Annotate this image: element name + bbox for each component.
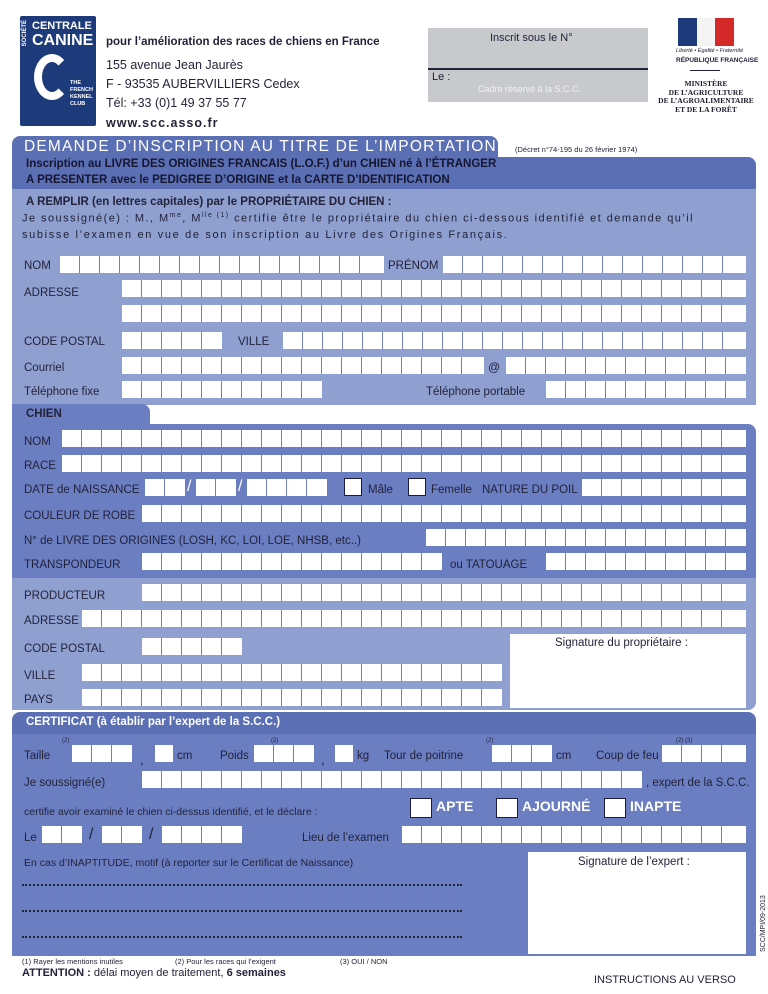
title-line2: A PRESENTER avec le PEDIGREE D’ORIGINE et la CARTE D’IDENTIFICATION [26,174,450,186]
owner-telfixe-field[interactable] [122,381,322,398]
owner-nom-field[interactable] [60,256,384,273]
dog-date-month[interactable] [196,479,236,496]
form-code: SCC/MPI/09-2013 [760,895,767,952]
website: www.scc.asso.fr [106,116,219,130]
owner-prenom-field[interactable] [443,256,746,273]
exam-date-day[interactable] [42,826,82,843]
taille-label: Taille [24,750,51,762]
date-slash-1: / [187,478,192,495]
apte-label: APTE [436,798,474,814]
tour-field[interactable] [492,745,552,762]
male-label: Mâle [368,484,393,496]
le-label: Le : [432,71,451,83]
nature-poil-label: NATURE DU POIL [482,484,578,496]
cadre-label: Cadre réservé à la S.C.C. [478,84,582,94]
ministry: MINISTÈRE DE L’AGRICULTURE DE L’AGROALIMENTAIRE ET DE LA FORÊT [658,79,754,114]
footnote-2: (2) Pour les races qui l’exigent [175,957,276,966]
lieu-field[interactable] [402,826,746,843]
cert-tab-label: CERTIFICAT (à établir par l’expert de la S.C.C.) [26,716,281,728]
dog-nom-label: NOM [24,436,51,448]
exam-date-label: Le [24,832,37,844]
poids-comma: , [321,752,325,767]
male-checkbox[interactable] [344,478,362,496]
logo-line1: CENTRALE [32,20,92,32]
dog-date-day[interactable] [145,479,185,496]
at-sign: @ [488,360,501,374]
phone: Tél: +33 (0)1 49 37 55 77 [106,96,247,110]
dog-tab-label: CHIEN [26,408,62,420]
expert-name-field[interactable] [142,771,642,788]
livre-field[interactable] [426,529,746,546]
dog-silhouette [34,54,70,100]
exam-slash-1: / [89,826,94,843]
dog-race-label: RACE [24,460,56,472]
note-coup: (2) (3) [676,738,693,744]
taille-decimal[interactable] [155,745,173,762]
dog-date-label: DATE de NAISSANCE [24,484,140,496]
producer-adresse-field[interactable] [82,610,746,627]
apte-checkbox[interactable] [410,798,432,818]
inscrit-label: Inscrit sous le N° [490,32,573,44]
producer-cp-field[interactable] [142,638,242,655]
lieu-label: Lieu de l’examen [302,832,389,844]
attention-line: ATTENTION : délai moyen de traitement, 6 semaines [22,967,286,979]
dog-date-year[interactable] [247,479,327,496]
tatouage-field[interactable] [546,553,746,570]
taille-field[interactable] [72,745,132,762]
owner-telportable-field[interactable] [546,381,746,398]
coup-field[interactable] [662,745,746,762]
inapte-checkbox[interactable] [604,798,626,818]
producer-ville-field[interactable] [82,664,502,681]
reserved-frame [428,28,648,102]
owner-telportable-label: Téléphone portable [426,386,526,398]
gov-motto: Liberté • Égalité • Fraternité [676,48,744,54]
footnote-1: (1) Rayer les mentions inutiles [22,957,123,966]
owner-telfixe-label: Téléphone fixe [24,386,100,398]
producteur-label: PRODUCTEUR [24,590,106,602]
owner-adresse-field1[interactable] [122,280,746,297]
femelle-label: Femelle [431,484,472,496]
gov-name: RÉPUBLIQUE FRANÇAISE [676,57,759,64]
owner-adresse-field2[interactable] [122,305,746,322]
poids-kg: kg [357,750,370,762]
motif-line-3[interactable] [22,936,462,938]
poids-decimal[interactable] [335,745,353,762]
couleur-field[interactable] [142,505,746,522]
exam-date-year[interactable] [162,826,242,843]
republic-logo [670,18,759,72]
taille-cm: cm [177,750,193,762]
coup-label: Coup de feu [596,750,659,762]
motif-line-1[interactable] [22,884,462,886]
owner-signature-label: Signature du propriétaire : [555,637,688,649]
dog-race-field[interactable] [62,455,746,472]
poids-label: Poids [220,750,249,762]
address-line2: F - 93535 AUBERVILLIERS Cedex [106,77,300,91]
dog-nom-field[interactable] [62,430,746,447]
address-line1: 155 avenue Jean Jaurès [106,58,243,72]
motif-line-2[interactable] [22,910,462,912]
owner-heading: A REMPLIR (en lettres capitales) par le PROPRIÉTAIRE DU CHIEN : [26,196,392,208]
verso-label: INSTRUCTIONS AU VERSO [594,974,736,986]
ajourne-checkbox[interactable] [496,798,518,818]
title-line1: Inscription au LIVRE DES ORIGINES FRANCAIS (L.O.F.) d’un CHIEN né à l’ÉTRANGER [26,158,497,170]
tour-cm: cm [556,750,572,762]
note-taille: (2) [62,738,70,744]
soussigne-label: Je soussigné(e) [24,777,106,789]
expert-scc-label: , expert de la S.C.C. [646,777,750,789]
livre-label: N° de LIVRE DES ORIGINES (LOSH, KC, LOI, LOE, NHSB, etc..) [24,535,361,547]
footnote-3: (3) OUI / NON [340,957,388,966]
logo-societe: SOCIÉTÉ [22,20,28,47]
owner-nom-label: NOM [24,260,51,272]
owner-courriel-label: Courriel [24,362,65,374]
tagline: pour l’amélioration des races de chiens en France [106,36,380,48]
exam-slash-2: / [149,826,154,843]
owner-courriel-field[interactable] [122,357,484,374]
logo-line2: CANINE [32,32,94,49]
tatouage-label: ou TATOUAGE [450,559,528,571]
decree: (Décret n°74-195 du 26 février 1974) [515,145,638,154]
owner-statement1: Je soussigné(e) : M., $M^{me}$, $M^{lle (1)}$ certifie être le propriétaire du chien ci-dessous identifié et demande qu’il [22,212,695,225]
owner-courriel-domain[interactable] [506,357,746,374]
owner-statement2: subisse l’examen en vue de son inscription au Livre des Origines Français. [22,229,509,241]
certifie-label: certifie avoir examiné le chien ci-dessus identifié, et le déclare : [24,806,318,818]
producer-pays-label: PAYS [24,694,53,706]
poids-field[interactable] [254,745,314,762]
transpondeur-label: TRANSPONDEUR [24,559,121,571]
femelle-checkbox[interactable] [408,478,426,496]
owner-cp-label: CODE POSTAL [24,336,105,348]
producer-cp-label: CODE POSTAL [24,643,105,655]
inapte-label: INAPTE [630,798,682,814]
tour-label: Tour de poitrine [384,750,464,762]
owner-adresse-label: ADRESSE [24,287,79,299]
page-title: DEMANDE D’INSCRIPTION AU TITRE DE L’IMPORTATION [24,138,497,155]
scc-logo [20,16,96,126]
producer-pays-field[interactable] [82,689,502,706]
producer-adresse-label: ADRESSE [24,615,79,627]
ajourne-label: AJOURNÉ [522,798,591,814]
producteur-field[interactable] [142,584,746,601]
note-poids: (2) [271,738,279,744]
producer-ville-label: VILLE [24,670,56,682]
date-slash-2: / [238,478,243,495]
expert-signature-label: Signature de l’expert : [578,856,690,868]
transpondeur-field[interactable] [142,553,442,570]
owner-ville-label: VILLE [238,336,270,348]
inaptitude-label: En cas d’INAPTITUDE, motif (à reporter sur le Certificat de Naissance) [24,857,354,869]
taille-comma: , [140,752,144,767]
owner-prenom-label: PRÉNOM [388,260,439,272]
logo-sub: THE FRENCH KENNEL CLUB [70,80,93,107]
note-tour: (2) [486,738,494,744]
owner-ville-field[interactable] [283,332,746,349]
nature-poil-field[interactable] [582,479,746,496]
couleur-label: COULEUR DE ROBE [24,510,136,522]
owner-cp-field[interactable] [122,332,222,349]
exam-date-month[interactable] [102,826,142,843]
